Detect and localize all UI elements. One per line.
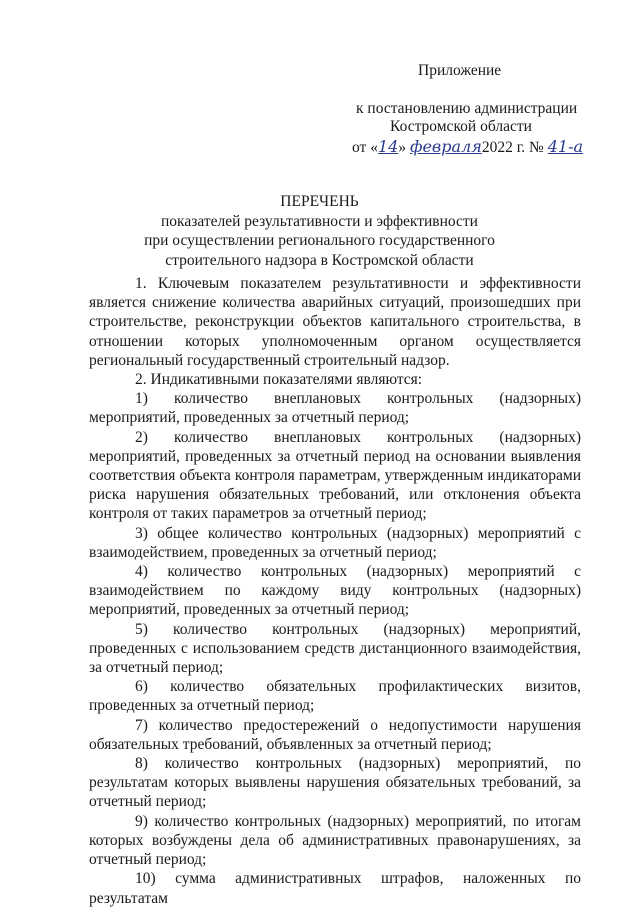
indicator-8: 8) количество контрольных (надзорных) мероприятий, по результатам которых выявлены нарушения обязательных требований, за отчетный период; xyxy=(89,755,581,811)
indicator-7: 7) количество предостережений о недопустимости нарушения обязательных требований, объявленных за отчетный период; xyxy=(89,716,581,753)
indicator-9: 9) количество контрольных (надзорных) мероприятий, по итогам которых возбуждены дела об административных правонарушениях, за отчетный период; xyxy=(89,812,581,869)
indicator-1: 1) количество внеплановых контрольных (надзорных) мероприятий, проведенных за отчетный период; xyxy=(89,390,581,427)
handwritten-number: 41-а xyxy=(547,137,584,156)
document-body xyxy=(89,274,581,908)
indicator-6: 6) количество обязательных профилактических визитов, проведенных за отчетный период; xyxy=(89,678,581,715)
indicator-5: 5) количество контрольных (надзорных) мероприятий, проведенных с использованием средств дистанционного взаимодействия, за отчетный период; xyxy=(89,620,581,677)
date-year: 2022 г. № xyxy=(481,139,544,156)
handwritten-month: февраля xyxy=(409,137,482,156)
indicator-10: 10) сумма административных штрафов, наложенных по результатам xyxy=(89,870,581,907)
title-line-2: при осуществлении регионального государственного xyxy=(144,232,495,249)
indicator-2: 2) количество внеплановых контрольных (надзорных) мероприятий, проведенных за отчетный период на основании выявления соответствия объекта контроля параметрам, утвержденным индикаторами риска нарушения обязательных требований, или отклонения объекта контроля от таких параметров за отчетный период; xyxy=(89,428,581,523)
indicator-4: 4) количество контрольных (надзорных) мероприятий с взаимодействием по каждому виду контрольных (надзорных) мероприятий, проведенных за отчетный период; xyxy=(89,563,581,619)
indicator-3: 3) общее количество контрольных (надзорных) мероприятий с взаимодействием, проведенных за отчетный период; xyxy=(89,524,581,561)
appendix-label: Приложение xyxy=(418,62,502,79)
handwritten-day: 14 xyxy=(377,137,399,156)
document-title xyxy=(0,192,639,270)
decree-reference: к постановлению администрации xyxy=(356,100,578,117)
date-mid: » xyxy=(398,139,407,156)
date-prefix: от « xyxy=(352,139,378,156)
paragraph-2: 2. Индикативными показателями являются: xyxy=(135,371,423,389)
region-name: Костромской области xyxy=(390,118,532,135)
paragraph-1: 1. Ключевым показателем результативности и эффективности является снижение количества аварийных ситуаций, произошедших при строительстве, реконструкции объектов капитального строительства, в отношении которых уполномоченным органом осуществляется региональный государственный строительный надзор. xyxy=(89,275,581,369)
title-line-1: показателей результативности и эффективности xyxy=(161,212,478,230)
title-line-3: строительного надзора в Костромской области xyxy=(165,251,474,269)
title-heading: ПЕРЕЧЕНЬ xyxy=(280,193,359,210)
decree-date-line xyxy=(352,137,583,157)
